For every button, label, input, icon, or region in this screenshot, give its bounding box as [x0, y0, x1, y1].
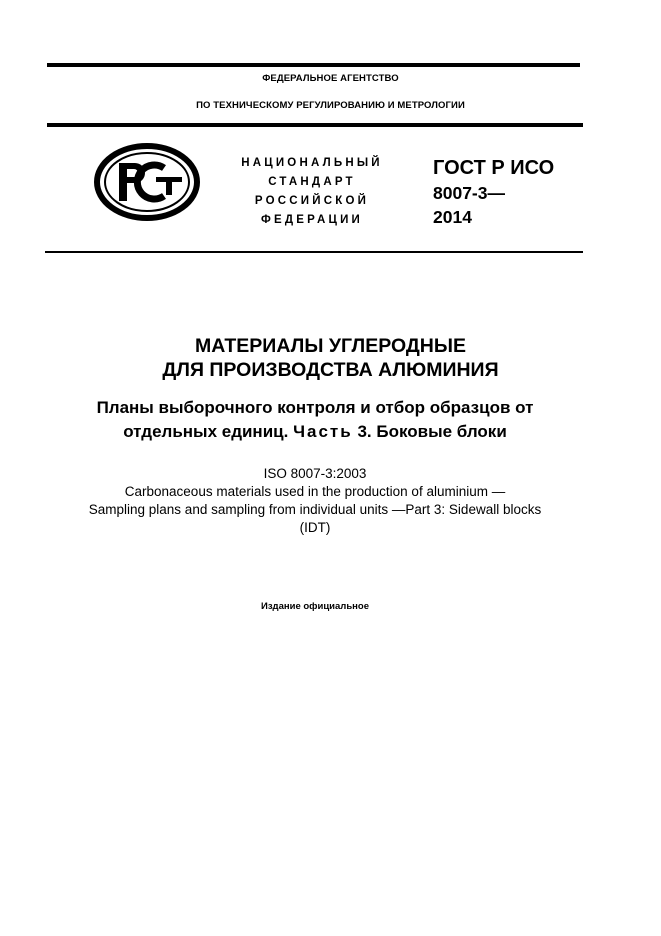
iso-reference	[0, 465, 630, 537]
document-title	[0, 334, 661, 382]
iso-title-line-2: Sampling plans and sampling from individual units —Part 3: Sidewall blocks	[88, 502, 542, 517]
standard-type	[222, 154, 402, 230]
subtitle-part-word: Часть	[293, 422, 353, 441]
rst-logo-icon	[94, 143, 200, 221]
standard-type-line-3: РОССИЙСКОЙ	[254, 195, 370, 207]
title-line-2: ДЛЯ ПРОИЗВОДСТВА АЛЮМИНИЯ	[162, 359, 499, 381]
subtitle-line-1: Планы выборочного контроля и отбор образцов от	[96, 398, 534, 417]
iso-degree: (IDT)	[299, 520, 331, 535]
designation-line-1: ГОСТ Р ИСО	[433, 157, 555, 179]
standard-type-line-4: ФЕДЕРАЦИИ	[260, 214, 364, 226]
designation-line-3: 2014	[433, 207, 472, 227]
designation-line-2: 8007-3—	[433, 183, 505, 203]
standard-designation	[433, 155, 593, 229]
iso-code: ISO 8007-3:2003	[263, 466, 367, 481]
top-rule	[47, 63, 580, 67]
subtitle-line-2-start: отдельных единиц.	[123, 422, 289, 441]
agency-line-1: ФЕДЕРАЛЬНОЕ АГЕНТСТВО	[262, 73, 399, 84]
title-line-1: МАТЕРИАЛЫ УГЛЕРОДНЫЕ	[195, 335, 466, 357]
standard-type-line-1: НАЦИОНАЛЬНЫЙ	[241, 157, 383, 169]
subtitle-line-2-end: 3. Боковые блоки	[357, 422, 507, 441]
agency-line-2: ПО ТЕХНИЧЕСКОМУ РЕГУЛИРОВАНИЮ И МЕТРОЛОГИИ	[196, 100, 465, 111]
edition-note: Издание официальное	[261, 601, 369, 612]
standard-type-line-2: СТАНДАРТ	[268, 176, 356, 188]
iso-title-line-1: Carbonaceous materials used in the production of aluminium —	[124, 484, 506, 499]
subtitle-line-2	[0, 420, 630, 444]
document-subtitle	[0, 396, 630, 444]
bottom-rule	[45, 251, 583, 253]
header-rule	[47, 123, 583, 127]
